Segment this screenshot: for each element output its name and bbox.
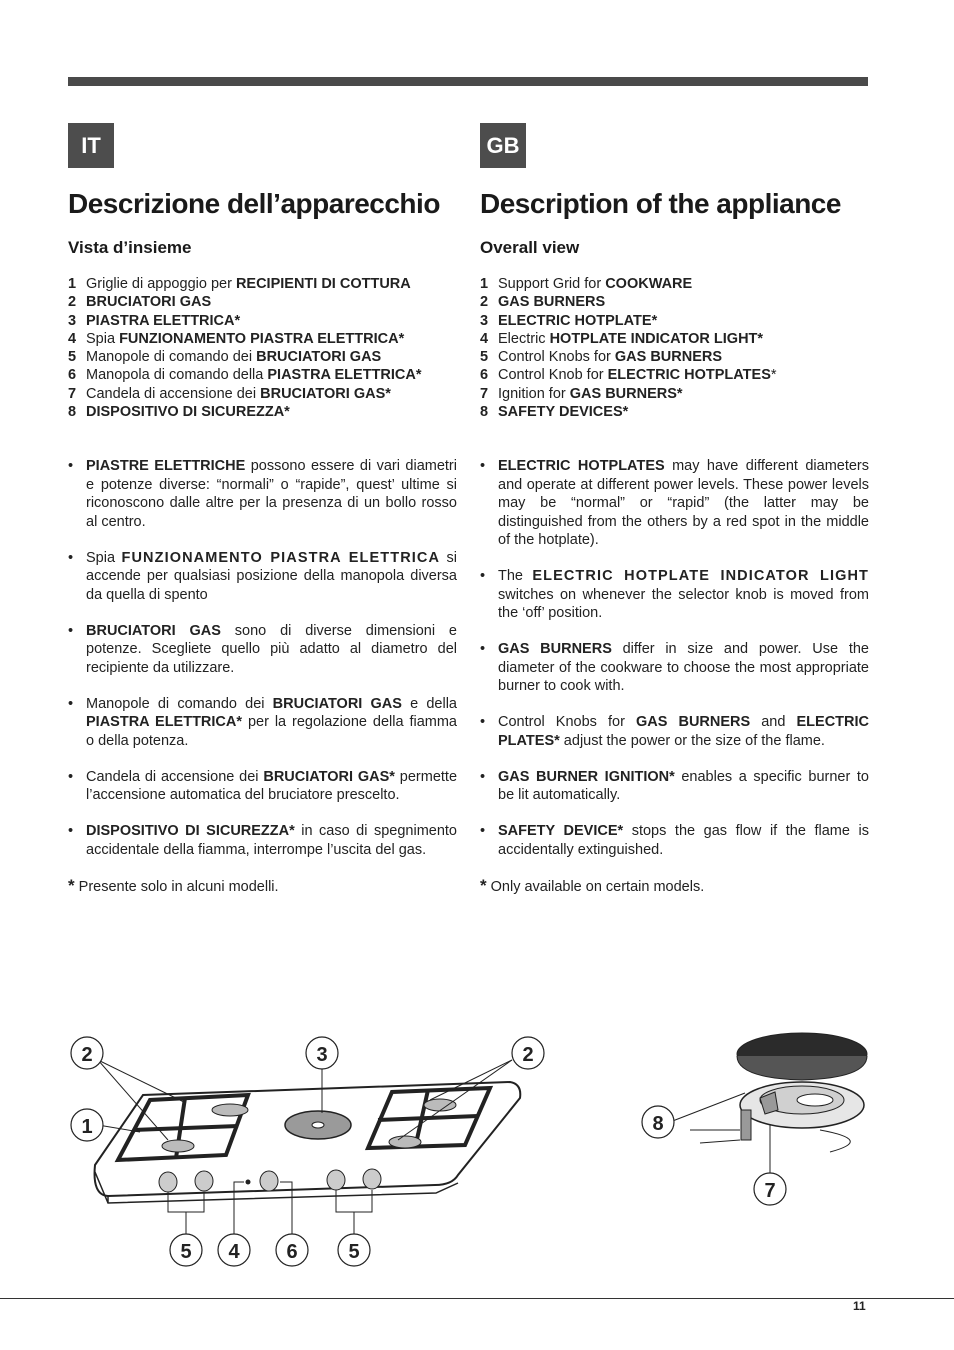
svg-text:2: 2 [81, 1044, 93, 1066]
burner-detail-illustration [690, 1033, 867, 1152]
page-number: 11 [853, 1299, 866, 1313]
list-item: 5 Manopole di comando dei BRUCIATORI GAS [68, 349, 382, 366]
feature-bullets [68, 457, 457, 859]
list-item: 3 ELECTRIC HOTPLATE* [480, 312, 658, 329]
bullet-item: • The ELECTRIC HOTPLATE INDICATOR LIGHT switches on whenever the selector knob is moved from the ‘off’ position. [480, 568, 870, 622]
column-english [480, 185, 869, 896]
bullet-item: • GAS BURNER IGNITION* enables a specific burner to be lit automatically. [480, 768, 869, 804]
svg-text:3: 3 [316, 1044, 328, 1066]
footnote: * Only available on certain models. [480, 875, 705, 895]
callout-3 [306, 1037, 338, 1069]
list-item: 4 Electric HOTPLATE INDICATOR LIGHT* [480, 330, 764, 347]
callout-1 [71, 1109, 103, 1141]
list-item: 2 GAS BURNERS [480, 294, 606, 311]
footnote: * Presente solo in alcuni modelli. [68, 875, 279, 895]
list-item: 6 Control Knob for ELECTRIC HOTPLATES* [480, 367, 777, 384]
callout-6 [276, 1234, 308, 1266]
callout-2-left [71, 1037, 103, 1069]
language-badge-gb: GB [480, 123, 526, 168]
section-subtitle: Vista d’insieme [68, 238, 192, 257]
list-item: 6 Manopola di comando della PIASTRA ELETTRICA* [68, 367, 422, 384]
section-subtitle: Overall view [480, 238, 580, 257]
parts-list [480, 275, 869, 421]
list-item: 8 DISPOSITIVO DI SICUREZZA* [68, 404, 290, 421]
bullet-item: • Manopole di comando dei BRUCIATORI GAS e della PIASTRA ELETTRICA* per la regolazione della fiamma o della potenza. [68, 695, 457, 749]
column-italian [68, 185, 457, 896]
footer-rule [0, 1298, 954, 1299]
list-item: 1 Griglie di appoggio per RECIPIENTI DI COTTURA [68, 276, 411, 292]
bullet-item: • Candela di accensione dei BRUCIATORI GAS* permette l’accensione automatica del bruciatore prescelto. [68, 768, 458, 804]
list-item: 1 Support Grid for COOKWARE [480, 276, 693, 292]
svg-text:5: 5 [348, 1241, 360, 1263]
section-title: Descrizione dell’apparecchio [68, 188, 440, 219]
bullet-item: • BRUCIATORI GAS sono di diverse dimensioni e potenze. Scegliete quello più adatto al diametro del recipiente da utilizzare. [68, 622, 457, 676]
svg-text:6: 6 [286, 1241, 298, 1263]
list-item: 7 Candela di accensione dei BRUCIATORI GAS* [68, 385, 391, 402]
callout-5-right [338, 1234, 370, 1266]
hob-diagram [0, 1020, 954, 1280]
bullet-item: • Control Knobs for GAS BURNERS and ELECTRIC PLATES* adjust the power or the size of the flame. [480, 714, 869, 749]
svg-text:4: 4 [228, 1241, 240, 1263]
bullet-item: • Spia FUNZIONAMENTO PIASTRA ELETTRICA si accende per qualsiasi posizione della manopola diversa da quella di spento [68, 549, 457, 603]
svg-text:1: 1 [81, 1116, 93, 1138]
callout-7 [754, 1173, 786, 1205]
language-badge-it: IT [68, 123, 114, 168]
callout-8 [642, 1106, 674, 1138]
bullet-item: • DISPOSITIVO DI SICUREZZA* in caso di spegnimento accidentale della fiamma, interrompe l’uscita del gas. [68, 823, 457, 858]
svg-text:5: 5 [180, 1241, 192, 1263]
list-item: 3 PIASTRA ELETTRICA* [68, 312, 241, 329]
bullet-item: • GAS BURNERS differ in size and power. Use the diameter of the cookware to choose the most appropriate burner to cook with. [480, 641, 869, 695]
callout-4 [218, 1234, 250, 1266]
list-item: 7 Ignition for GAS BURNERS* [480, 385, 683, 402]
feature-bullets [480, 457, 869, 859]
parts-list [68, 275, 457, 421]
svg-text:7: 7 [764, 1180, 776, 1202]
list-item: 2 BRUCIATORI GAS [68, 294, 212, 311]
header-rule [68, 77, 868, 86]
callout-2-right [512, 1037, 544, 1069]
bullet-item: • ELECTRIC HOTPLATES may have different diameters and operate at different power levels. These power levels may be “normal” or “rapid” (the latter may be distinguished from the others by a red spot in the middle of the hotplate). [480, 458, 870, 549]
bullet-item: • SAFETY DEVICE* stops the gas flow if the flame is accidentally extinguished. [480, 823, 869, 858]
section-title: Description of the appliance [480, 188, 841, 219]
list-item: 5 Control Knobs for GAS BURNERS [480, 349, 723, 366]
svg-text:8: 8 [652, 1113, 664, 1135]
bullet-item: • PIASTRE ELETTRICHE possono essere di vari diametri e potenze diverse: “normali” o “rapide”, quest’ ultime si riconoscono dalle altre per la presenza di un bollo rosso al centro. [68, 458, 457, 530]
callout-5-left [170, 1234, 202, 1266]
list-item: 8 SAFETY DEVICES* [480, 404, 629, 421]
hob-illustration [95, 1082, 521, 1203]
list-item: 4 Spia FUNZIONAMENTO PIASTRA ELETTRICA* [68, 330, 405, 347]
svg-text:2: 2 [522, 1044, 534, 1066]
